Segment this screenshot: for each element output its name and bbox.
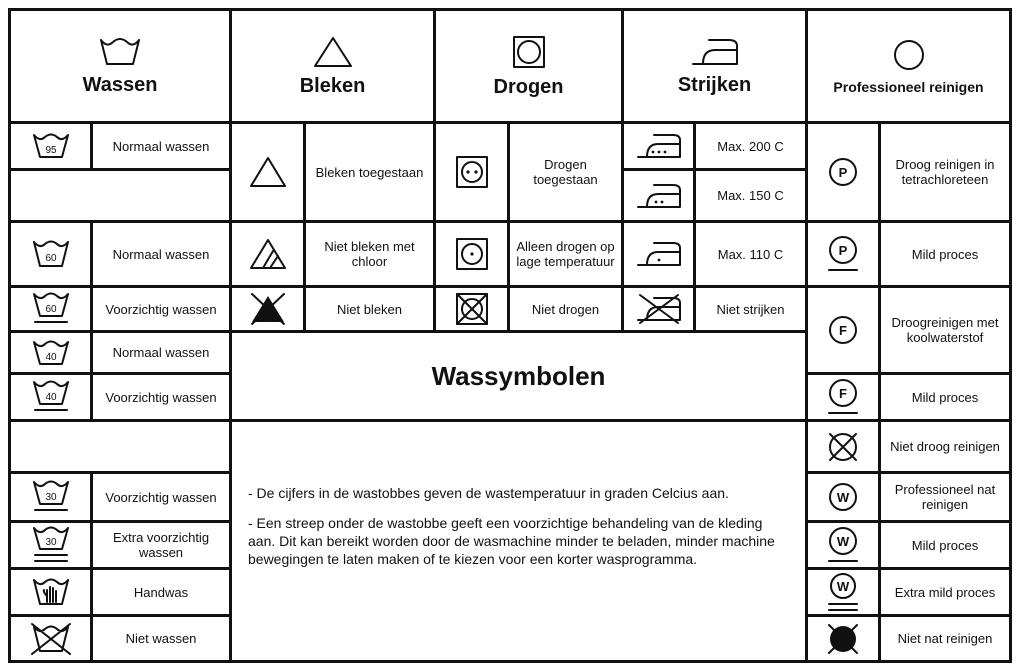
wetclean-w-icon <box>825 479 861 515</box>
svg-text:W: W <box>836 579 850 594</box>
dry-low-label-cell <box>507 220 624 288</box>
dry-no-icon-cell <box>433 285 510 333</box>
prof-w-mild-label-cell <box>878 520 1012 570</box>
header-title: Wassen <box>82 73 158 96</box>
prof-p-mild-label-cell <box>878 220 1012 288</box>
svg-text:W: W <box>836 490 850 505</box>
bleach-no-chlorine-icon-cell <box>229 220 306 288</box>
wash-no-label-cell <box>90 614 232 663</box>
wash-tub-60-icon <box>31 238 71 270</box>
no-wash-icon <box>29 622 73 656</box>
chart-title: Wassymbolen <box>431 360 606 391</box>
prof-label: Droogreinigen met koolwaterstof <box>891 315 999 345</box>
wash-40-gentle-icon-cell <box>8 372 93 422</box>
header-bleken <box>229 8 436 124</box>
dry-allowed-label-cell <box>507 121 624 223</box>
iron-150-label-cell <box>693 168 808 223</box>
header-wassen <box>8 8 232 124</box>
wash-label: Voorzichtig wassen <box>105 301 217 317</box>
iron-150-icon-cell <box>621 168 696 223</box>
svg-text:F: F <box>839 386 847 401</box>
prof-no-wet-icon-cell <box>805 614 881 663</box>
svg-text:W: W <box>836 534 850 549</box>
bleach-no-chlorine-label-cell <box>303 220 436 288</box>
wash-hand-icon-cell <box>8 567 93 617</box>
notes-cell <box>229 419 808 663</box>
prof-f-label-cell <box>878 285 1012 375</box>
prof-f-mild-icon-cell <box>805 372 881 422</box>
wash-30-extra-gentle-label-cell <box>90 520 232 570</box>
svg-text:40: 40 <box>44 351 57 363</box>
bleach-label: Niet bleken <box>336 301 403 317</box>
header-title: Bleken <box>299 74 366 97</box>
svg-text:60: 60 <box>44 253 57 264</box>
wash-30-gentle-icon-cell <box>8 471 93 523</box>
iron-200-icon-cell <box>621 121 696 171</box>
wash-tub-60-gentle-icon <box>31 291 71 327</box>
iron-110-label-cell <box>693 220 808 288</box>
wash-empty-cell <box>8 168 232 223</box>
wash-60-icon-cell <box>8 220 93 288</box>
bleach-allowed-label-cell <box>303 121 436 223</box>
iron-high-icon <box>634 131 684 161</box>
bleach-no-label-cell <box>303 285 436 333</box>
wash-tub-95-icon <box>31 131 71 161</box>
no-bleach-icon <box>248 292 288 326</box>
prof-label: Mild proces <box>911 537 979 553</box>
wetclean-w-mild-icon <box>825 525 861 565</box>
prof-label: Mild proces <box>911 246 979 262</box>
wash-label: Normaal wassen <box>112 345 210 360</box>
tumble-dry-icon <box>454 154 490 190</box>
prof-no-wet-label-cell <box>878 614 1012 663</box>
wash-no-icon-cell <box>8 614 93 663</box>
tumble-dry-low-icon <box>454 236 490 272</box>
wash-tub-40-icon <box>31 338 71 368</box>
wash-40-gentle-label-cell <box>90 372 232 422</box>
header-title: Strijken <box>677 73 752 96</box>
wash-60-label-cell <box>90 220 232 288</box>
circle-icon <box>891 37 927 73</box>
bleach-triangle-icon <box>248 155 288 189</box>
iron-medium-icon <box>634 181 684 211</box>
prof-w-icon-cell <box>805 471 881 523</box>
iron-200-label-cell <box>693 121 808 171</box>
bleach-label: Bleken toegestaan <box>315 164 424 180</box>
wash-40-label-cell <box>90 330 232 375</box>
iron-label: Max. 150 C <box>717 188 784 203</box>
triangle-icon <box>312 35 354 69</box>
svg-text:P: P <box>838 165 848 180</box>
iron-no-icon-cell <box>621 285 696 333</box>
header-drogen <box>433 8 624 124</box>
wash-label: Normaal wassen <box>112 246 210 262</box>
prof-w-mild-icon-cell <box>805 520 881 570</box>
dry-label: Drogen toegestaan <box>533 157 598 187</box>
svg-text:60: 60 <box>44 304 57 315</box>
prof-label: Niet droog reinigen <box>890 439 1000 454</box>
dry-low-icon-cell <box>433 220 510 288</box>
dry-label: Alleen drogen op lage temperatuur <box>516 239 615 269</box>
bleach-allowed-icon-cell <box>229 121 306 223</box>
prof-label: Niet nat reinigen <box>897 631 993 646</box>
no-iron-icon <box>634 293 684 325</box>
svg-text:30: 30 <box>44 492 57 503</box>
dryclean-p-icon <box>825 154 861 190</box>
svg-text:40: 40 <box>44 392 57 403</box>
dry-no-label-cell <box>507 285 624 333</box>
iron-label: Max. 200 C <box>717 138 784 154</box>
prof-label: Extra mild proces <box>894 584 996 600</box>
wash-label: Handwas <box>133 584 189 600</box>
wash-label: Niet wassen <box>125 631 197 646</box>
wash-tub-30-extra-gentle-icon <box>31 525 71 565</box>
prof-w-extra-mild-icon-cell <box>805 567 881 617</box>
wash-tub-30-gentle-icon <box>31 479 71 515</box>
wash-60-gentle-icon-cell <box>8 285 93 333</box>
iron-label: Niet strijken <box>716 301 785 317</box>
wetclean-w-extra-mild-icon <box>825 571 861 613</box>
wash-tub-icon <box>97 36 143 68</box>
prof-w-extra-mild-label-cell <box>878 567 1012 617</box>
dry-allowed-icon-cell <box>433 121 510 223</box>
prof-no-dry-label-cell <box>878 419 1012 474</box>
header-title: Drogen <box>493 75 564 98</box>
iron-low-icon <box>634 239 684 269</box>
no-dryclean-icon <box>825 429 861 465</box>
iron-icon <box>689 36 741 68</box>
header-professioneel <box>805 8 1012 124</box>
prof-no-dry-icon-cell <box>805 419 881 474</box>
wash-40-icon-cell <box>8 330 93 375</box>
wash-95-icon-cell <box>8 121 93 171</box>
no-chlorine-bleach-icon <box>248 237 288 271</box>
svg-text:30: 30 <box>44 537 57 548</box>
prof-p-mild-icon-cell <box>805 220 881 288</box>
header-title: Professioneel reinigen <box>833 79 984 95</box>
svg-text:95: 95 <box>44 145 57 156</box>
note-temperature: - De cijfers in de wastobbes geven de wastemperatuur in graden Celcius aan. <box>248 485 729 501</box>
prof-f-icon-cell <box>805 285 881 375</box>
prof-w-label-cell <box>878 471 1012 523</box>
wash-95-label-cell <box>90 121 232 171</box>
bleach-no-icon-cell <box>229 285 306 333</box>
wash-label: Normaal wassen <box>112 138 210 154</box>
dryer-square-icon <box>511 34 547 70</box>
wash-tub-40-gentle-icon <box>31 379 71 415</box>
header-strijken <box>621 8 808 124</box>
iron-label: Max. 110 C <box>717 246 784 262</box>
dryclean-f-icon <box>825 312 861 348</box>
dryclean-p-mild-icon <box>825 234 861 274</box>
wash-label: Extra voorzichtig wassen <box>112 530 210 560</box>
prof-p-label-cell <box>878 121 1012 223</box>
dryclean-f-mild-icon <box>825 377 861 417</box>
dry-label: Niet drogen <box>531 301 600 317</box>
iron-no-label-cell <box>693 285 808 333</box>
prof-label: Droog reinigen in tetrachloreteen <box>895 157 995 187</box>
no-wetclean-icon <box>825 621 861 657</box>
svg-text:P: P <box>838 243 848 258</box>
wash-label: Voorzichtig wassen <box>105 389 217 405</box>
wash-label: Voorzichtig wassen <box>105 489 217 505</box>
wash-hand-label-cell <box>90 567 232 617</box>
prof-f-mild-label-cell <box>878 372 1012 422</box>
bleach-label: Niet bleken met chloor <box>324 239 415 269</box>
iron-110-icon-cell <box>621 220 696 288</box>
note-underline: - Een streep onder de wastobbe geeft een voorzichtige behandeling van de kleding aan. Dit kan bereikt worden door de wasmachine minder te beladen, minder machine bewegingen te laten maken of te kiezen voor een korter wasprogramma. <box>248 515 775 567</box>
hand-wash-icon <box>31 576 71 608</box>
prof-label: Professioneel nat reinigen <box>894 482 996 512</box>
prof-p-icon-cell <box>805 121 881 223</box>
no-tumble-dry-icon <box>454 291 490 327</box>
wash-empty-cell <box>8 419 232 474</box>
wash-30-gentle-label-cell <box>90 471 232 523</box>
svg-text:F: F <box>839 323 847 338</box>
center-title-cell <box>229 330 808 422</box>
prof-label: Mild proces <box>911 389 979 405</box>
wash-30-extra-gentle-icon-cell <box>8 520 93 570</box>
wash-60-gentle-label-cell <box>90 285 232 333</box>
